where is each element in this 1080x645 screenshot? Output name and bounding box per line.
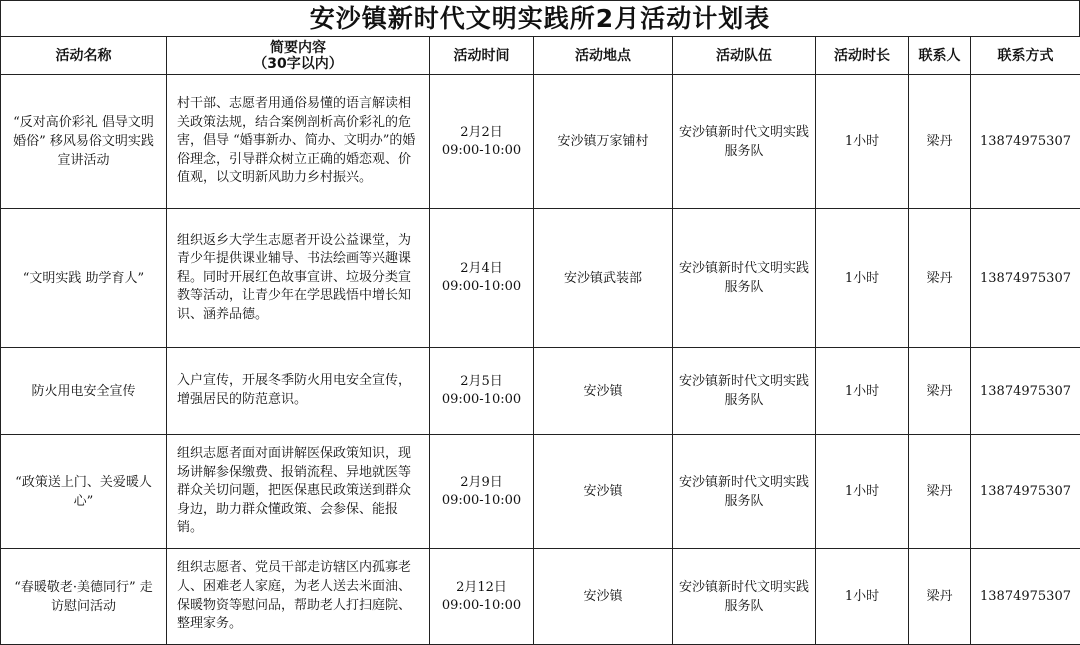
- activity-location: 安沙镇: [534, 549, 673, 645]
- activity-name: “春暖敬老·美德同行” 走访慰问活动: [1, 549, 167, 645]
- activity-summary: 组织志愿者、党员干部走访辖区内孤寡老人、困难老人家庭，为老人送去米面油、保暖物资等慰问品，帮助老人打扫庭院、整理家务。: [167, 549, 430, 645]
- activity-phone: 13874975307: [971, 348, 1080, 435]
- activity-duration: 1小时: [816, 209, 909, 348]
- activity-hours: 09:00-10:00: [430, 142, 533, 160]
- header-location: 活动地点: [534, 37, 673, 75]
- document-title: 安沙镇新时代文明实践所2月活动计划表: [0, 0, 1080, 36]
- header-summary-limit: （30字以内）: [167, 56, 429, 72]
- activity-summary: 组织志愿者面对面讲解医保政策知识，现场讲解参保缴费、报销流程、异地就医等群众关切问题，把医保惠民政策送到群众身边，助力群众懂政策、会参保、能报销。: [167, 435, 430, 549]
- activity-date: 2月4日: [430, 260, 533, 278]
- header-time: 活动时间: [430, 37, 534, 75]
- table-row: [1, 75, 1080, 209]
- activity-name: “反对高价彩礼 倡导文明婚俗” 移风易俗文明实践宣讲活动: [1, 75, 167, 209]
- activity-date: 2月12日: [430, 579, 533, 597]
- table-row: [1, 209, 1080, 348]
- activity-team: 安沙镇新时代文明实践服务队: [673, 348, 816, 435]
- activity-location: 安沙镇武装部: [534, 209, 673, 348]
- activity-summary: 入户宣传，开展冬季防火用电安全宣传，增强居民的防范意识。: [167, 348, 430, 435]
- activity-contact: 梁丹: [909, 549, 971, 645]
- activity-time: [430, 435, 534, 549]
- activity-duration: 1小时: [816, 348, 909, 435]
- activity-team: 安沙镇新时代文明实践服务队: [673, 75, 816, 209]
- activity-time: [430, 75, 534, 209]
- header-activity-name: 活动名称: [1, 37, 167, 75]
- header-summary-title: 简要内容: [167, 40, 429, 56]
- table-row: [1, 348, 1080, 435]
- activity-time: [430, 348, 534, 435]
- activity-location: 安沙镇: [534, 435, 673, 549]
- activity-hours: 09:00-10:00: [430, 391, 533, 409]
- activity-summary: 村干部、志愿者用通俗易懂的语言解读相关政策法规，结合案例剖析高价彩礼的危害，倡导 “婚事新办、简办、文明办”的婚俗理念，引导群众树立正确的婚恋观、价值观，以文明新风助力乡村振兴。: [167, 75, 430, 209]
- activity-team: 安沙镇新时代文明实践服务队: [673, 209, 816, 348]
- activity-hours: 09:00-10:00: [430, 597, 533, 615]
- header-phone: 联系方式: [971, 37, 1080, 75]
- activity-date: 2月9日: [430, 474, 533, 492]
- table-row: [1, 549, 1080, 645]
- activity-name: “政策送上门、关爱暖人心”: [1, 435, 167, 549]
- activity-location: 安沙镇: [534, 348, 673, 435]
- activity-summary: 组织返乡大学生志愿者开设公益课堂，为青少年提供课业辅导、书法绘画等兴趣课程。同时开展红色故事宣讲、垃圾分类宣教等活动，让青少年在学思践悟中增长知识、涵养品德。: [167, 209, 430, 348]
- activity-contact: 梁丹: [909, 75, 971, 209]
- activity-time: [430, 549, 534, 645]
- activity-phone: 13874975307: [971, 435, 1080, 549]
- activity-phone: 13874975307: [971, 75, 1080, 209]
- activity-date: 2月5日: [430, 373, 533, 391]
- activity-contact: 梁丹: [909, 209, 971, 348]
- header-team: 活动队伍: [673, 37, 816, 75]
- header-summary: [167, 37, 430, 75]
- table-row: [1, 435, 1080, 549]
- activity-hours: 09:00-10:00: [430, 492, 533, 510]
- activity-location: 安沙镇万家铺村: [534, 75, 673, 209]
- activity-table: [0, 36, 1080, 645]
- activity-duration: 1小时: [816, 75, 909, 209]
- activity-team: 安沙镇新时代文明实践服务队: [673, 435, 816, 549]
- header-row: [1, 37, 1080, 75]
- activity-hours: 09:00-10:00: [430, 278, 533, 296]
- activity-duration: 1小时: [816, 549, 909, 645]
- activity-name: “文明实践 助学育人”: [1, 209, 167, 348]
- activity-phone: 13874975307: [971, 549, 1080, 645]
- header-duration: 活动时长: [816, 37, 909, 75]
- activity-time: [430, 209, 534, 348]
- header-contact: 联系人: [909, 37, 971, 75]
- activity-name: 防火用电安全宣传: [1, 348, 167, 435]
- activity-phone: 13874975307: [971, 209, 1080, 348]
- activity-contact: 梁丹: [909, 435, 971, 549]
- activity-contact: 梁丹: [909, 348, 971, 435]
- activity-date: 2月2日: [430, 124, 533, 142]
- activity-duration: 1小时: [816, 435, 909, 549]
- activity-team: 安沙镇新时代文明实践服务队: [673, 549, 816, 645]
